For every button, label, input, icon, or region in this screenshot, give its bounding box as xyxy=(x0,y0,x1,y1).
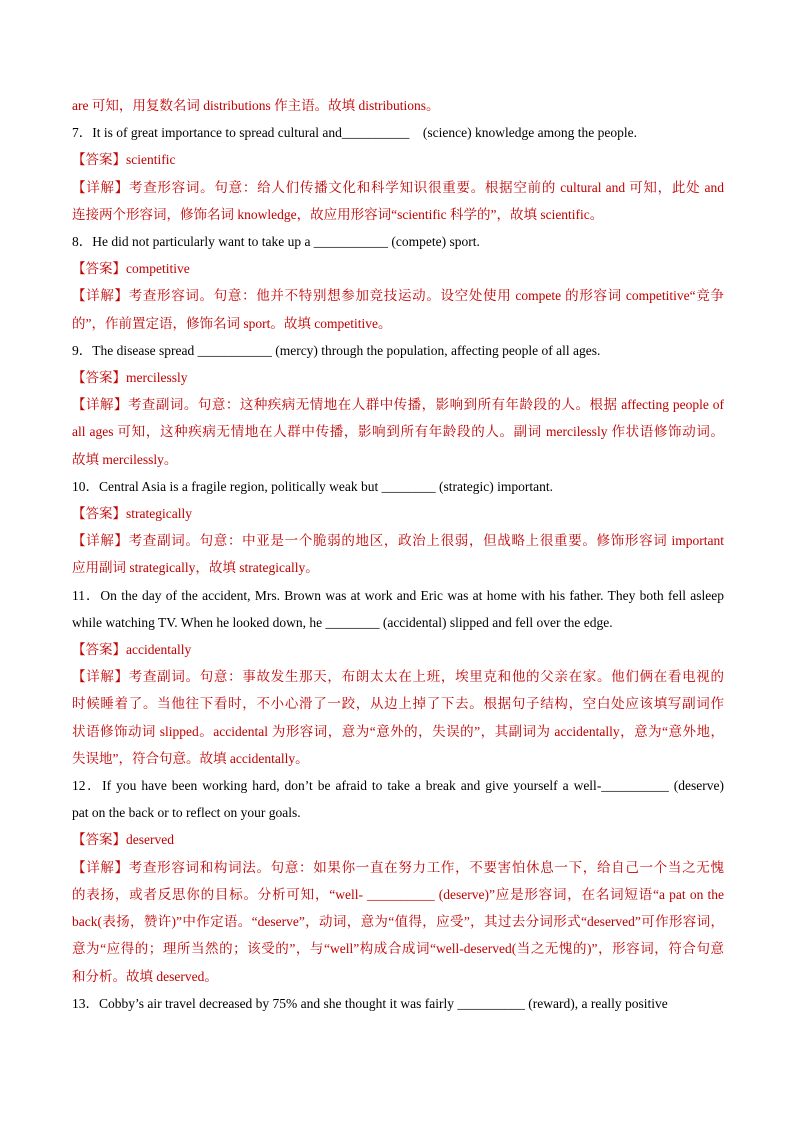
question-text-line: pat on the back or to reflect on your goals. xyxy=(72,805,301,821)
question-text-line: 12．If you have been working hard, don’t be afraid to take a break and give yourself a well-__________ (deserve) xyxy=(72,778,724,794)
answer-text-line: 【答案】competitive xyxy=(72,261,190,277)
answer-text-line: 【答案】accidentally xyxy=(72,642,192,658)
answer-text-line: 【详解】考查形容词和构词法。句意：如果你一直在努力工作，不要害怕休息一下，给自己一个当之无愧 xyxy=(72,859,724,875)
question-text-line: 9．The disease spread ___________ (mercy) through the population, affecting people of all ages. xyxy=(72,342,601,358)
question-text-line: 11．On the day of the accident, Mrs. Brown was at work and Eric was at home with his father. They both fell asleep xyxy=(72,587,724,603)
answer-text-line: 【详解】考查副词。句意：事故发生那天，布朗太太在上班，埃里克和他的父亲在家。他们俩在看电视的 xyxy=(72,669,724,685)
answer-text-line: 【答案】scientific xyxy=(72,152,176,168)
answer-text-line: 的”，作前置定语，修饰名词 sport。故填 competitive。 xyxy=(72,315,392,331)
answer-text-line: all ages 可知，这种疾病无情地在人群中传播，影响到所有年龄段的人。副词 mercilessly 作状语修饰动词。 xyxy=(72,424,724,440)
answer-text-line: 时候睡着了。当他往下看时，不小心滑了一跤，从边上掉了下去。根据句子结构，空白处应该填写副词作 xyxy=(72,696,724,712)
answer-text-line: 状语修饰动词 slipped。accidental 为形容词，意为“意外的，失误的”，其副词为 accidentally，意为“意外地， xyxy=(72,723,724,739)
question-text-line: 8．He did not particularly want to take up a ___________ (compete) sport. xyxy=(72,234,480,250)
answer-text-line: 故填 mercilessly。 xyxy=(72,451,178,467)
answer-text-line: 意为“应得的；理所当然的；该受的”，与“well”构成合成词“well-deserved(当之无愧的)”，形容词，符合句意 xyxy=(72,941,724,957)
answer-text-line: 应用副词 strategically，故填 strategically。 xyxy=(72,560,319,576)
answer-text-line: 和分析。故填 deserved。 xyxy=(72,968,218,984)
answer-text-line: 连接两个形容词，修饰名词 knowledge，故应用形容词“scientific 科学的”，故填 scientific。 xyxy=(72,206,604,222)
answer-text-line: 的表扬，或者反思你的目标。分析可知，“well- __________ (deserve)”应是形容词，在名词短语“a pat on the xyxy=(72,886,724,902)
question-text-line: 13．Cobby’s air travel decreased by 75% and she thought it was fairly __________ (reward), a really positive xyxy=(72,995,668,1011)
answer-text-line: 【答案】mercilessly xyxy=(72,370,188,386)
answer-text-line: 【详解】考查副词。句意：中亚是一个脆弱的地区，政治上很弱，但战略上很重要。修饰形容词 important xyxy=(72,533,724,549)
question-text-line: 7．It is of great importance to spread cultural and__________ (science) knowledge among the people. xyxy=(72,125,637,141)
document-page xyxy=(72,92,724,1017)
answer-text-line: 【答案】deserved xyxy=(72,832,174,848)
answer-text-line: 【详解】考查形容词。句意：给人们传播文化和科学知识很重要。根据空前的 cultural and 可知，此处 and xyxy=(72,179,724,195)
question-text-line: while watching TV. When he looked down, he ________ (accidental) slipped and fell over the edge. xyxy=(72,614,613,630)
question-text-line: 10．Central Asia is a fragile region, politically weak but ________ (strategic) important. xyxy=(72,478,554,494)
answer-text-line: 【详解】考查副词。句意：这种疾病无情地在人群中传播，影响到所有年龄段的人。根据 affecting people of xyxy=(72,397,724,413)
answer-text-line: 失误地”，符合句意。故填 accidentally。 xyxy=(72,750,309,766)
answer-text-line: are 可知，用复数名词 distributions 作主语。故填 distributions。 xyxy=(72,98,440,113)
answer-text-line: 【详解】考查形容词。句意：他并不特别想参加竞技运动。设空处使用 compete 的形容词 competitive“竞争 xyxy=(72,288,724,304)
answer-text-line: back(表扬，赞许)”中作定语。“deserve”，动词，意为“值得，应受”，其过去分词形式“deserved”可作形容词， xyxy=(72,914,724,930)
answer-text-line: 【答案】strategically xyxy=(72,506,192,522)
